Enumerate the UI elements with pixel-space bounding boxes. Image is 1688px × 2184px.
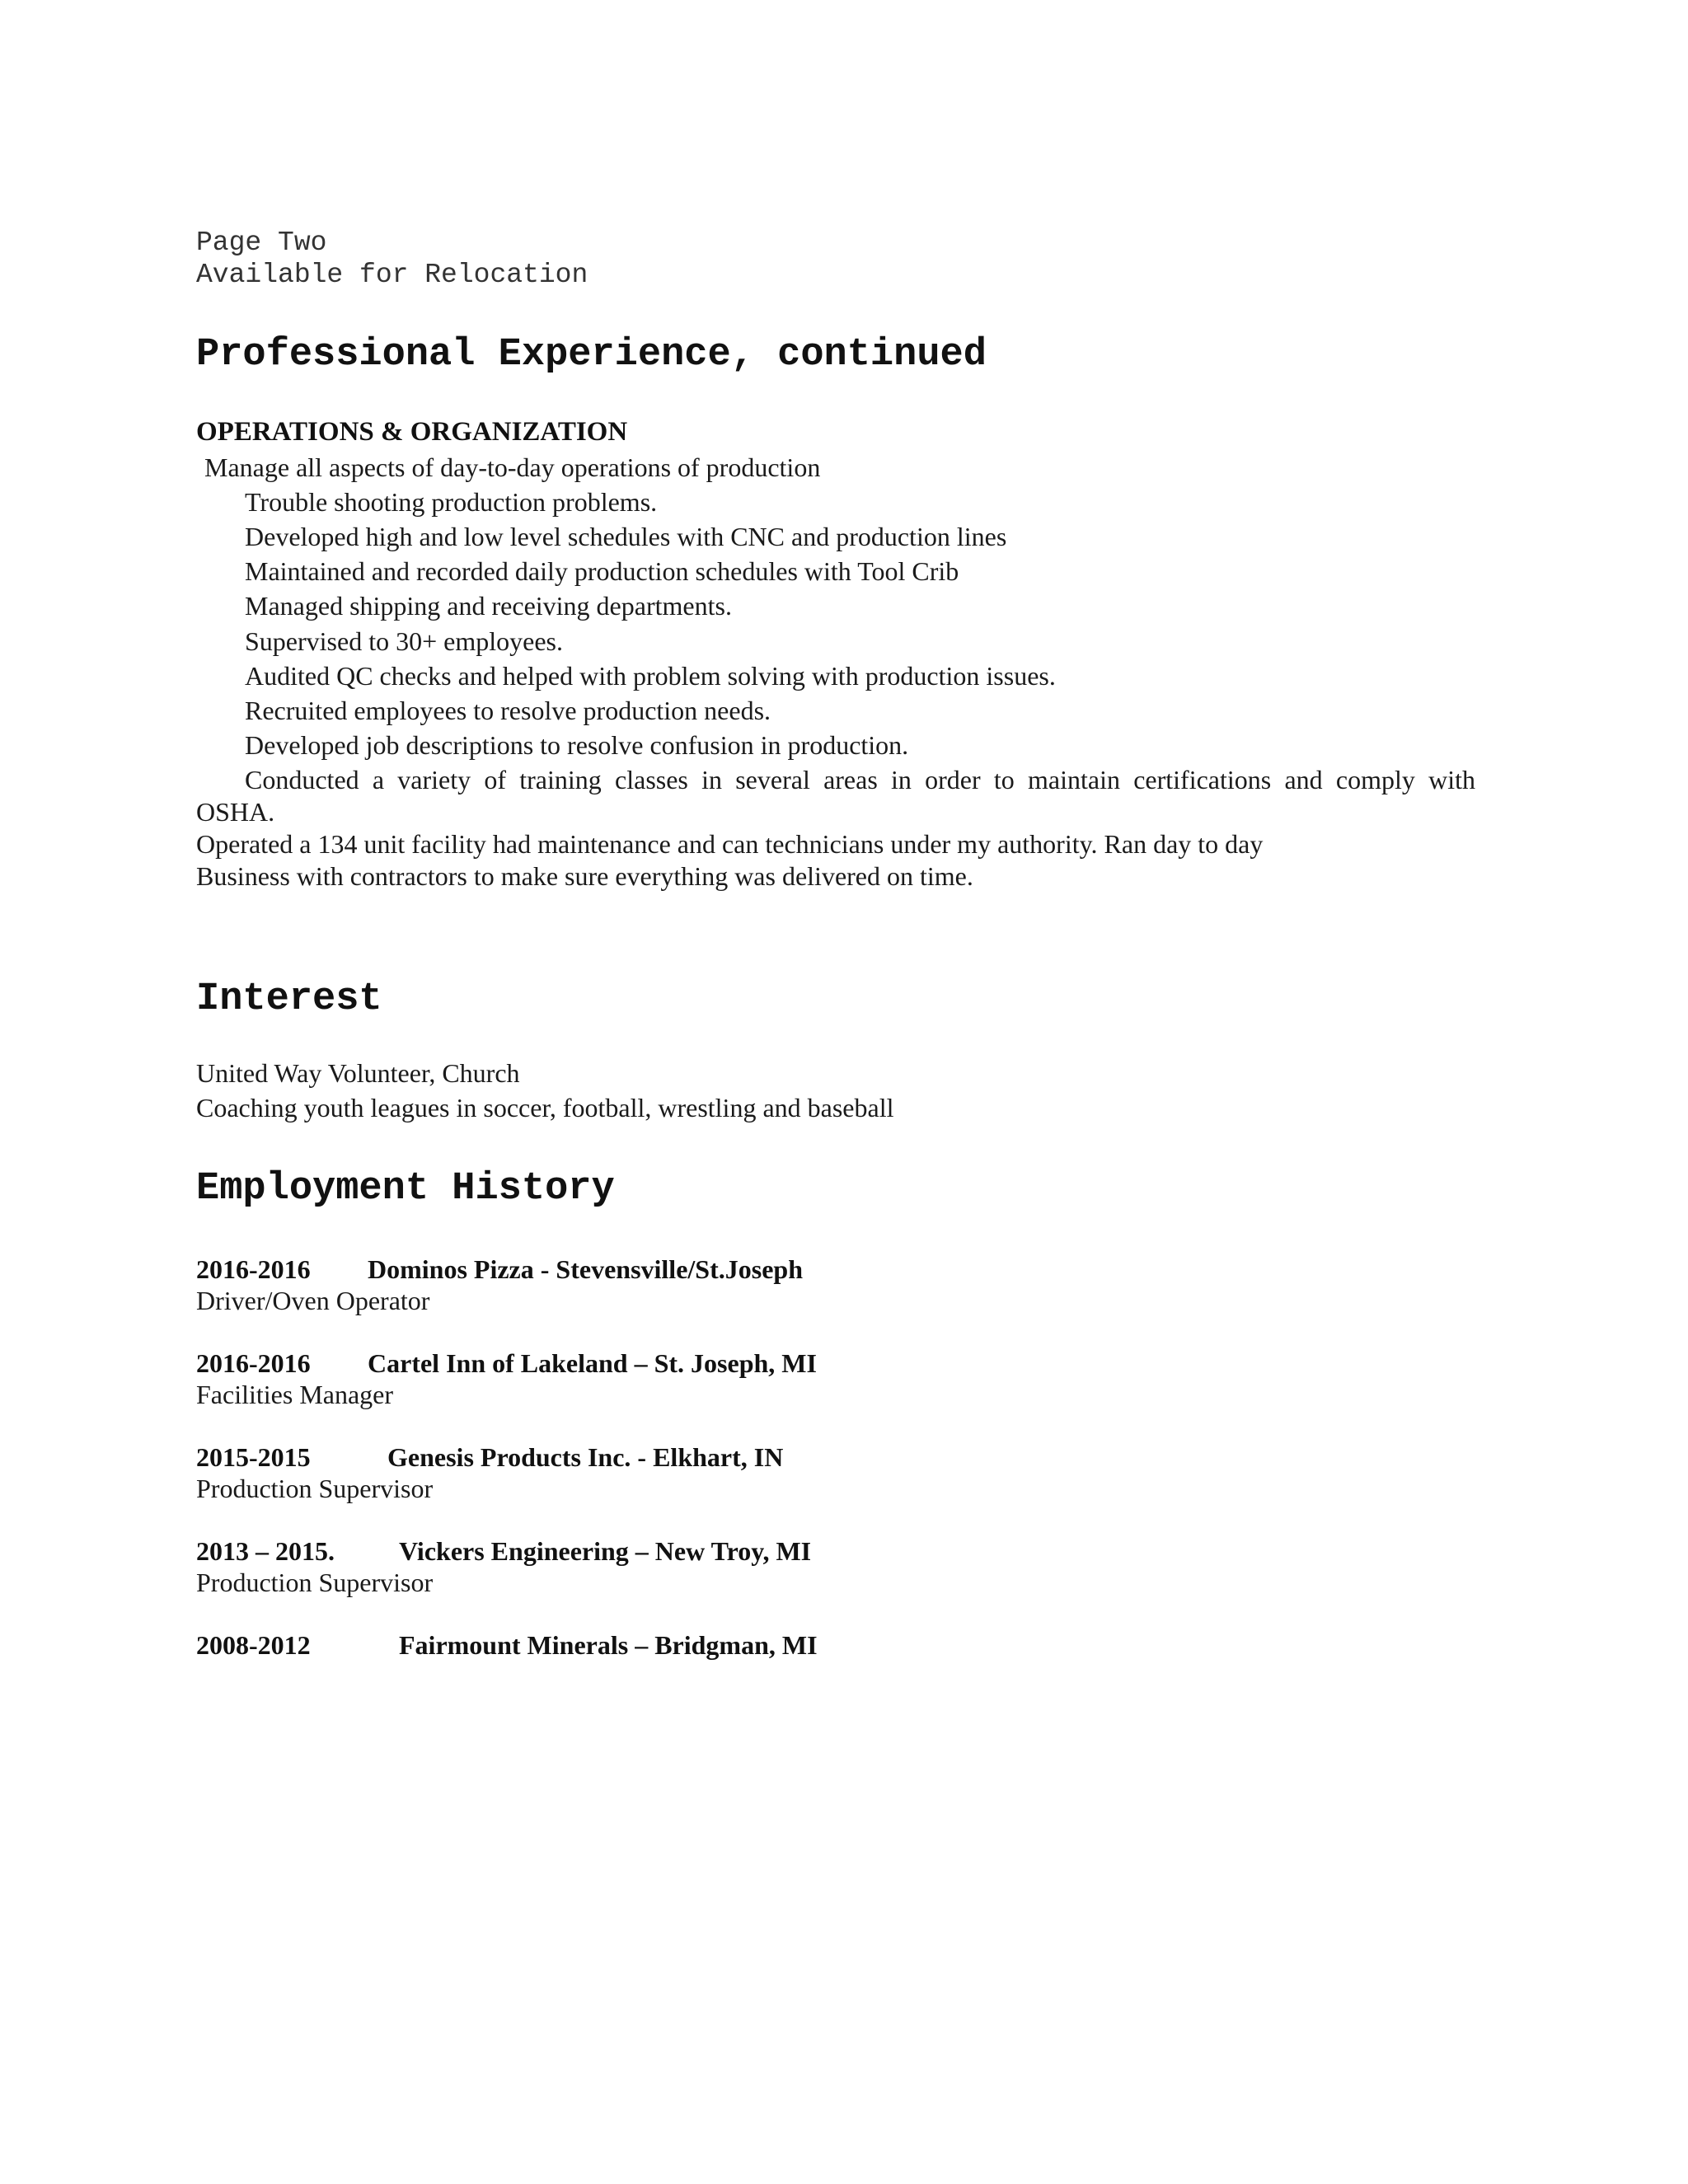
experience-bullet: Managed shipping and receiving departments. bbox=[245, 591, 732, 621]
experience-bullet: Recruited employees to resolve production needs. bbox=[245, 696, 771, 725]
job-entry-header bbox=[196, 1348, 817, 1379]
experience-heading: Professional Experience, continued bbox=[196, 333, 987, 377]
facility-line: Operated a 134 unit facility had maintenance and can technicians under my authority. Ran day to day bbox=[196, 829, 1264, 859]
interest-item: United Way Volunteer, Church bbox=[196, 1058, 520, 1088]
job-company: Genesis Products Inc. - Elkhart, IN bbox=[387, 1442, 784, 1472]
interest-item: Coaching youth leagues in soccer, football, wrestling and baseball bbox=[196, 1093, 894, 1122]
experience-bullet: Developed high and low level schedules with CNC and production lines bbox=[245, 522, 1007, 551]
job-years: 2016-2016 bbox=[196, 1348, 311, 1378]
experience-bullet: Audited QC checks and helped with problem solving with production issues. bbox=[245, 661, 1056, 691]
experience-bullet-continuation: OSHA. bbox=[196, 797, 275, 827]
operations-subheading: OPERATIONS & ORGANIZATION bbox=[196, 417, 628, 447]
job-years: 2015-2015 bbox=[196, 1442, 311, 1472]
job-company: Fairmount Minerals – Bridgman, MI bbox=[399, 1630, 818, 1660]
job-title: Facilities Manager bbox=[196, 1380, 394, 1409]
job-entry-header bbox=[196, 1442, 784, 1473]
experience-intro: Manage all aspects of day-to-day operations of production bbox=[204, 452, 821, 482]
job-company: Vickers Engineering – New Troy, MI bbox=[399, 1536, 812, 1566]
interest-heading: Interest bbox=[196, 977, 382, 1021]
experience-bullet: Trouble shooting production problems. bbox=[245, 487, 658, 517]
experience-bullet: Maintained and recorded daily production schedules with Tool Crib bbox=[245, 556, 959, 586]
job-company: Dominos Pizza - Stevensville/St.Joseph bbox=[368, 1254, 803, 1284]
employment-heading: Employment History bbox=[196, 1167, 615, 1211]
job-entry-header bbox=[196, 1254, 803, 1285]
facility-line: Business with contractors to make sure everything was delivered on time. bbox=[196, 861, 973, 891]
experience-bullet: Supervised to 30+ employees. bbox=[245, 626, 563, 656]
job-company: Cartel Inn of Lakeland – St. Joseph, MI bbox=[368, 1348, 817, 1378]
job-title: Driver/Oven Operator bbox=[196, 1286, 430, 1315]
job-years: 2016-2016 bbox=[196, 1254, 311, 1284]
experience-bullet: Conducted a variety of training classes in several areas in order to maintain certifications and comply with bbox=[245, 765, 1475, 794]
experience-bullet: Developed job descriptions to resolve confusion in production. bbox=[245, 730, 909, 760]
job-entry-header bbox=[196, 1536, 812, 1567]
job-title: Production Supervisor bbox=[196, 1568, 434, 1597]
page-label: Page Two bbox=[196, 227, 327, 258]
relocation-note: Available for Relocation bbox=[196, 260, 588, 290]
job-years: 2008-2012 bbox=[196, 1630, 311, 1660]
job-title: Production Supervisor bbox=[196, 1474, 434, 1503]
job-years: 2013 – 2015. bbox=[196, 1536, 335, 1566]
job-entry-header bbox=[196, 1630, 818, 1661]
